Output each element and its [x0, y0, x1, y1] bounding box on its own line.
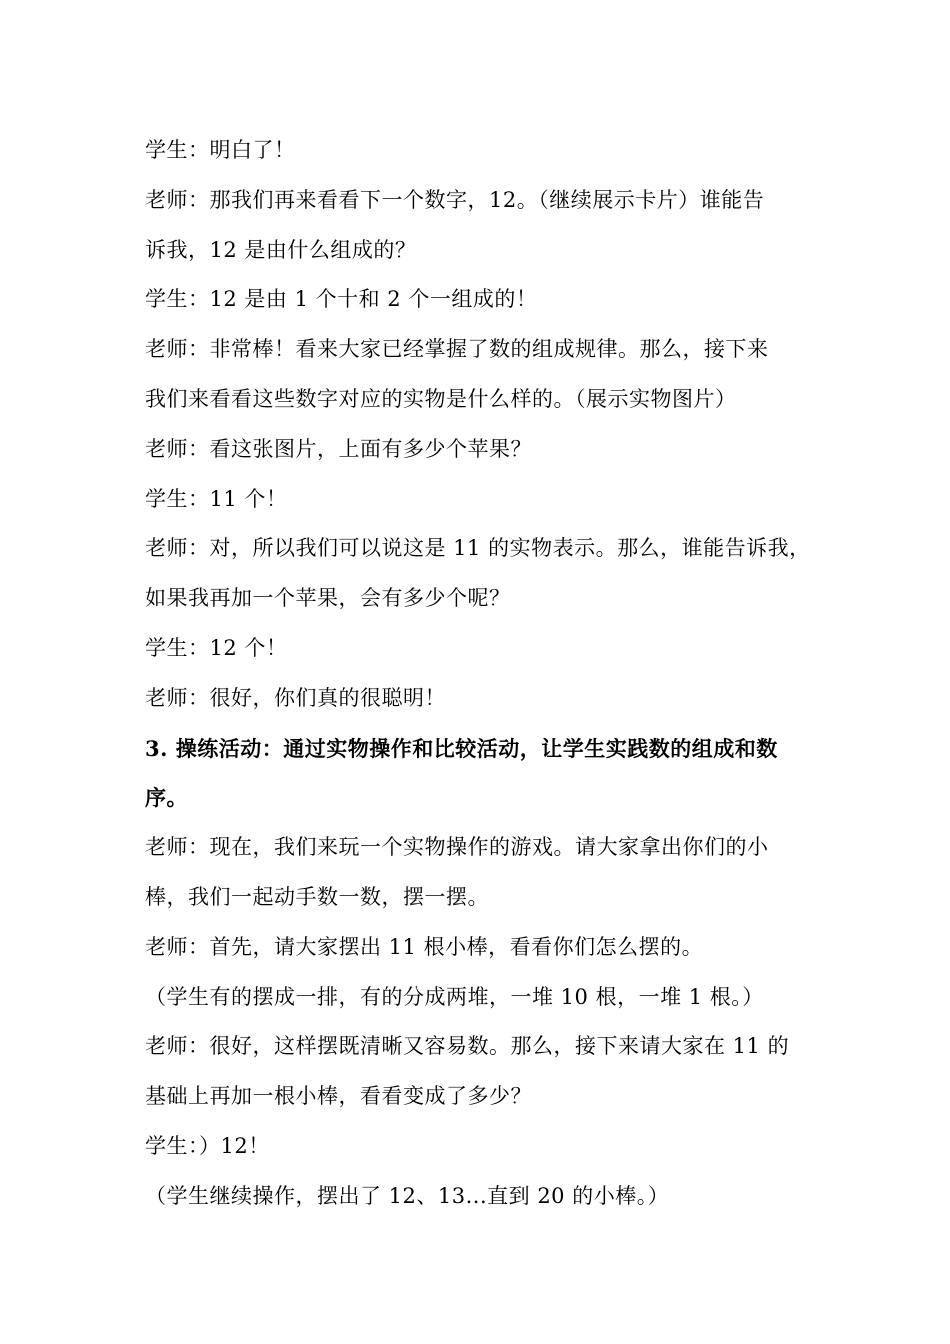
- dialogue-line: 老师：现在，我们来玩一个实物操作的游戏。请大家拿出你们的小: [145, 835, 769, 860]
- dialogue-line: 学生：）12！: [145, 1133, 270, 1158]
- document-body: [145, 126, 825, 1222]
- dialogue-line: 基础上再加一根小棒，看看变成了多少？: [145, 1084, 532, 1109]
- dialogue-line: 老师：很好，你们真的很聪明！: [145, 685, 446, 710]
- dialogue-line: 学生：12 是由 1 个十和 2 个一组成的！: [145, 287, 538, 312]
- dialogue-line: 老师：首先，请大家摆出 11 根小棒，看看你们怎么摆的。: [145, 934, 704, 959]
- dialogue-line: 诉我，12 是由什么组成的？: [145, 237, 417, 262]
- stage-direction-line: （学生有的摆成一排，有的分成两堆，一堆 10 根，一堆 1 根。）: [145, 984, 764, 1009]
- dialogue-line: 老师：对，所以我们可以说这是 11 的实物表示。那么，谁能告诉我，: [145, 536, 811, 561]
- dialogue-line: 学生：明白了！: [145, 138, 296, 162]
- stage-direction-line: （学生继续操作，摆出了 12、13...直到 20 的小棒。）: [145, 1183, 670, 1208]
- section-heading: 3. 操练活动：通过实物操作和比较活动，让学生实践数的组成和数: [145, 735, 778, 761]
- dialogue-line: 学生：12 个！: [145, 635, 288, 660]
- dialogue-line: 老师：非常棒！看来大家已经掌握了数的组成规律。那么，接下来: [145, 337, 769, 362]
- dialogue-line: 如果我再加一个苹果，会有多少个呢？: [145, 586, 511, 611]
- dialogue-line: 老师：看这张图片，上面有多少个苹果？: [145, 436, 532, 461]
- dialogue-line: 老师：那我们再来看看下一个数字，12。（继续展示卡片）谁能告: [145, 187, 765, 212]
- section-heading-continued: 序。: [145, 785, 188, 811]
- dialogue-line: 学生：11 个！: [145, 486, 288, 511]
- dialogue-line: 老师：很好，这样摆既清晰又容易数。那么，接下来请大家在 11 的: [145, 1034, 790, 1059]
- dialogue-line: 棒，我们一起动手数一数，摆一摆。: [145, 884, 489, 909]
- dialogue-line: 我们来看看这些数字对应的实物是什么样的。（展示实物图片）: [145, 386, 737, 411]
